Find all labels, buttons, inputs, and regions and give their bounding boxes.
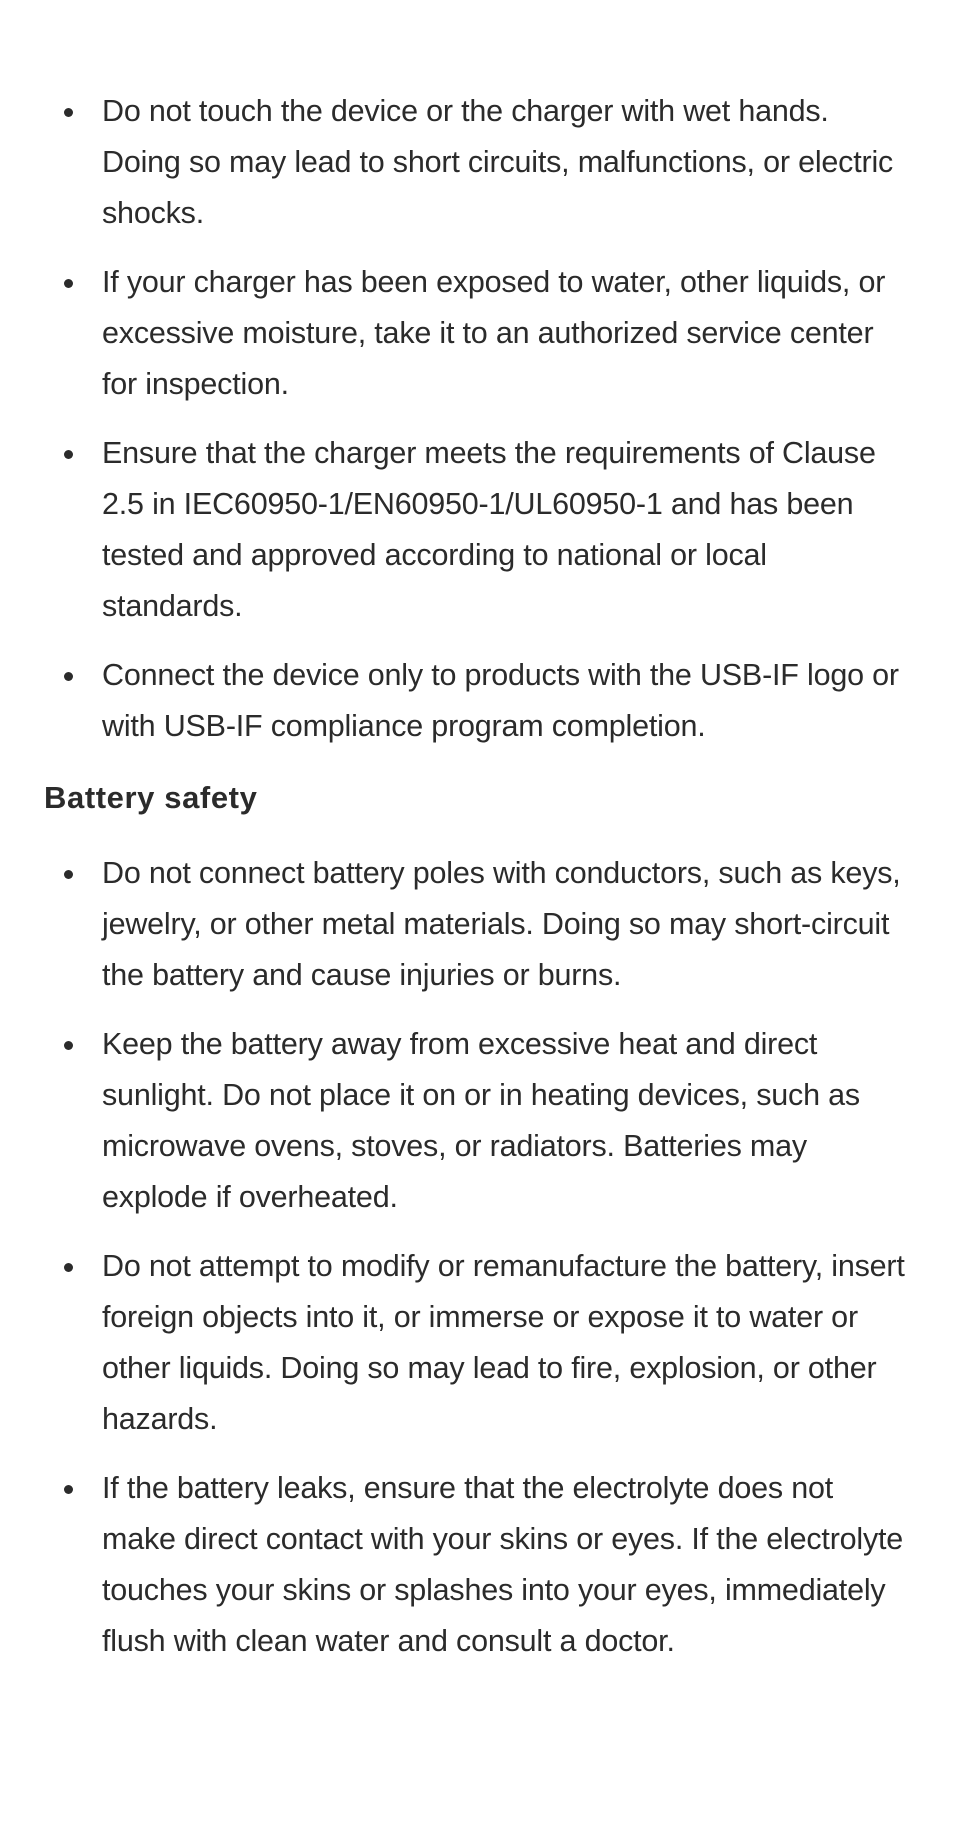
bullet-icon — [64, 1485, 73, 1494]
list-item-text: Ensure that the charger meets the requirements of Clause 2.5 in IEC60950-1/EN60950-1/UL60950-1 and has been tested and approved according to national or local standards. — [102, 436, 876, 623]
list-item — [44, 428, 914, 632]
list-item-text: If the battery leaks, ensure that the electrolyte does not make direct contact with your skins or eyes. If the electrolyte touches your skins or splashes into your eyes, immediately flush with clean water and consult a doctor. — [102, 1471, 904, 1658]
list-item — [44, 1019, 914, 1223]
list-item-text: Do not touch the device or the charger with wet hands. Doing so may lead to short circuits, malfunctions, or electric shocks. — [102, 94, 894, 230]
bullet-icon — [64, 450, 73, 459]
bullet-icon — [64, 108, 73, 117]
list-item — [44, 86, 914, 239]
list-item-text: If your charger has been exposed to water, other liquids, or excessive moisture, take it to an authorized service center for inspection. — [102, 265, 886, 401]
bullet-icon — [64, 870, 73, 879]
list-item-text: Keep the battery away from excessive heat and direct sunlight. Do not place it on or in heating devices, such as microwave ovens, stoves, or radiators. Batteries may explode if overheated. — [102, 1027, 860, 1214]
battery-safety-list — [44, 848, 914, 1685]
list-item-text: Connect the device only to products with the USB-IF logo or with USB-IF compliance program completion. — [102, 658, 899, 743]
list-item — [44, 1463, 914, 1667]
bullet-icon — [64, 279, 73, 288]
charger-safety-list — [44, 86, 914, 770]
list-item — [44, 1241, 914, 1445]
bullet-icon — [64, 1263, 73, 1272]
list-item-text: Do not connect battery poles with conductors, such as keys, jewelry, or other metal materials. Doing so may short-circuit the battery and cause injuries or burns. — [102, 856, 901, 992]
bullet-icon — [64, 672, 73, 681]
list-item — [44, 650, 914, 752]
section-heading: Battery safety — [44, 780, 258, 815]
list-item-text: Do not attempt to modify or remanufacture the battery, insert foreign objects into it, or immerse or expose it to water or other liquids. Doing so may lead to fire, explosion, or other hazards. — [102, 1249, 905, 1436]
list-item — [44, 257, 914, 410]
list-item — [44, 848, 914, 1001]
bullet-icon — [64, 1041, 73, 1050]
